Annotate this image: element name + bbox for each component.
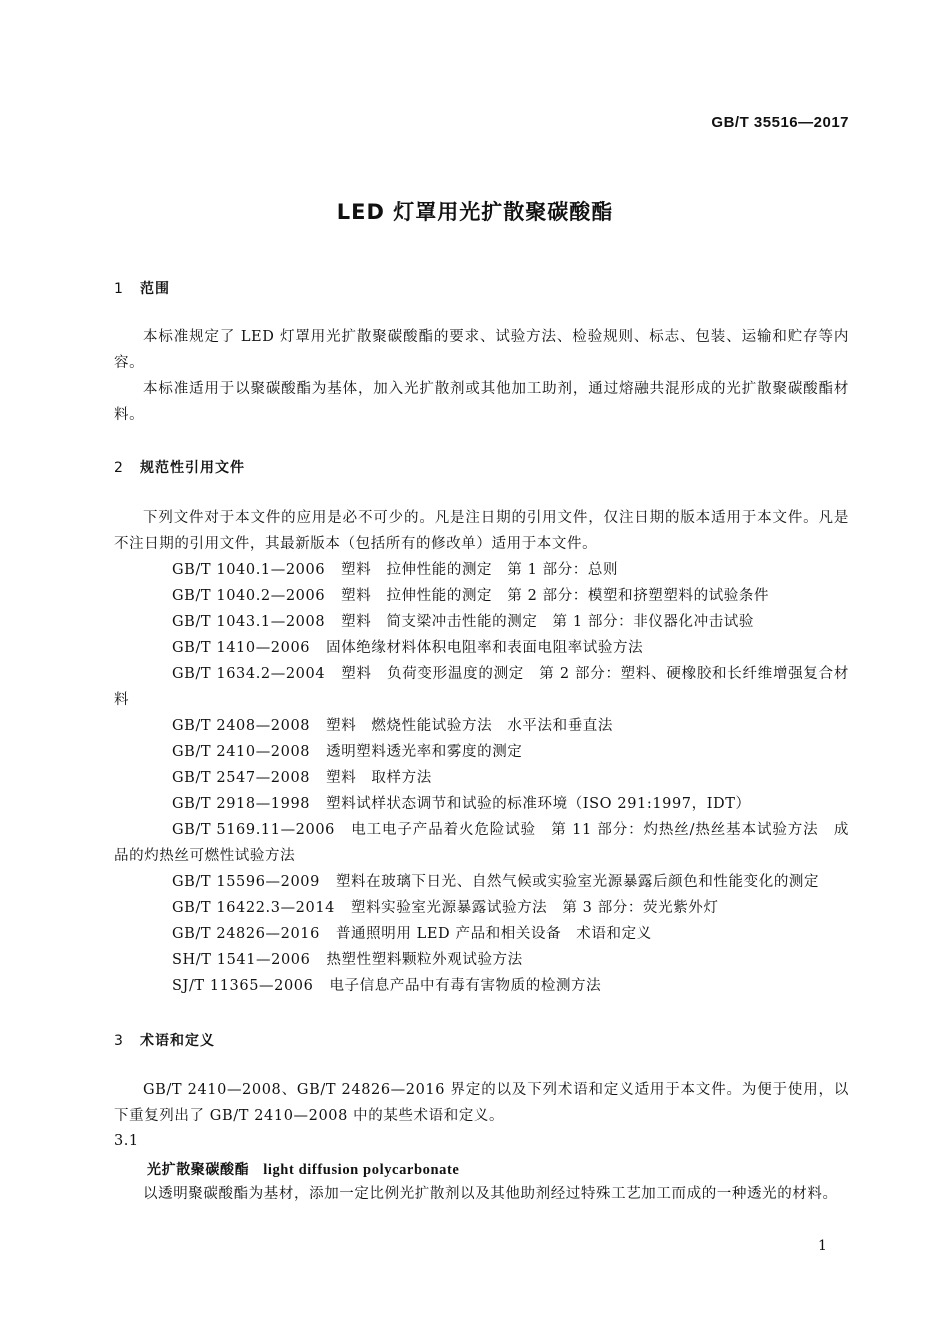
reference-title: 塑料在玻璃下日光、自然气候或实验室光源暴露后颜色和性能变化的测定 xyxy=(335,874,820,890)
reference-title: 透明塑料透光率和雾度的测定 xyxy=(326,744,523,760)
reference-code: GB/T 2410—2008 xyxy=(172,744,311,760)
reference-code: GB/T 1410—2006 xyxy=(172,640,311,656)
reference-item xyxy=(114,713,849,739)
section-title: 术语和定义 xyxy=(140,1033,215,1049)
reference-item xyxy=(114,869,849,895)
reference-item xyxy=(114,973,849,999)
page-number: 1 xyxy=(818,1238,827,1254)
section-number: 1 xyxy=(114,281,124,297)
reference-code: GB/T 16422.3—2014 xyxy=(172,900,335,916)
section-number: 3 xyxy=(114,1033,124,1049)
terms-intro: GB/T 2410—2008、GB/T 24826—2016 界定的以及下列术语和定义适用于本文件。为便于使用，以下重复列出了 GB/T 2410—2008 中的某些术语和定义。 xyxy=(114,1082,849,1124)
reference-title: 普通照明用 LED 产品和相关设备 术语和定义 xyxy=(335,926,652,942)
reference-item xyxy=(114,557,849,583)
reference-item xyxy=(114,895,849,921)
term-english: light diffusion polycarbonate xyxy=(263,1162,460,1178)
reference-code: SJ/T 11365—2006 xyxy=(172,978,314,994)
term-heading xyxy=(147,1159,459,1179)
reference-item xyxy=(114,635,849,661)
section-title: 范围 xyxy=(140,281,170,297)
reference-code: GB/T 1040.1—2006 xyxy=(172,562,326,578)
reference-title: 塑料 负荷变形温度的测定 第 2 部分：塑料、硬橡胶和长纤维增强复合材料 xyxy=(114,666,849,708)
scope-paragraph-2: 本标准适用于以聚碳酸酯为基体，加入光扩散剂或其他加工助剂，通过熔融共混形成的光扩散聚碳酸酯材料。 xyxy=(114,381,849,423)
section-heading-scope xyxy=(114,278,170,298)
reference-code: GB/T 2408—2008 xyxy=(172,718,311,734)
scope-paragraph-1: 本标准规定了 LED 灯罩用光扩散聚碳酸酯的要求、试验方法、检验规则、标志、包装、运输和贮存等内容。 xyxy=(114,329,849,371)
section-heading-normative-references xyxy=(114,457,245,477)
reference-item xyxy=(114,609,849,635)
reference-title: 塑料 拉伸性能的测定 第 2 部分：模塑和挤塑塑料的试验条件 xyxy=(341,588,770,604)
document-title: LED 灯罩用光扩散聚碳酸酯 xyxy=(336,200,614,224)
reference-item xyxy=(114,817,849,869)
references-intro: 下列文件对于本文件的应用是必不可少的。凡是注日期的引用文件，仅注日期的版本适用于本文件。凡是不注日期的引用文件，其最新版本（包括所有的修改单）适用于本文件。 xyxy=(114,510,849,552)
term-chinese: 光扩散聚碳酸酯 xyxy=(147,1162,250,1178)
reference-title: 固体绝缘材料体积电阻率和表面电阻率试验方法 xyxy=(326,640,644,656)
reference-code: GB/T 2918—1998 xyxy=(172,796,311,812)
reference-code: GB/T 1043.1—2008 xyxy=(172,614,326,630)
reference-code: GB/T 1040.2—2006 xyxy=(172,588,326,604)
reference-code: GB/T 1634.2—2004 xyxy=(172,666,326,682)
term-definition: 以透明聚碳酸酯为基材，添加一定比例光扩散剂以及其他助剂经过特殊工艺加工而成的一种透光的材料。 xyxy=(143,1186,838,1202)
reference-item xyxy=(114,921,849,947)
reference-code: GB/T 5169.11—2006 xyxy=(172,822,335,838)
reference-title: 热塑性塑料颗粒外观试验方法 xyxy=(326,952,523,968)
reference-title: 塑料 燃烧性能试验方法 水平法和垂直法 xyxy=(326,718,614,734)
reference-item xyxy=(114,739,849,765)
section-title: 规范性引用文件 xyxy=(140,460,245,476)
reference-item xyxy=(114,765,849,791)
reference-title: 电工电子产品着火危险试验 第 11 部分：灼热丝/热丝基本试验方法 成品的灼热丝可燃性试验方法 xyxy=(114,822,849,864)
section-number: 2 xyxy=(114,460,124,476)
reference-title: 塑料 简支梁冲击性能的测定 第 1 部分：非仪器化冲击试验 xyxy=(341,614,754,630)
reference-item xyxy=(114,791,849,817)
reference-title: 塑料试样状态调节和试验的标准环境（ISO 291:1997，IDT） xyxy=(326,796,751,812)
reference-code: GB/T 15596—2009 xyxy=(172,874,320,890)
reference-code: SH/T 1541—2006 xyxy=(172,952,311,968)
reference-title: 塑料 拉伸性能的测定 第 1 部分：总则 xyxy=(341,562,619,578)
section-heading-terms xyxy=(114,1030,215,1050)
reference-title: 塑料 取样方法 xyxy=(326,770,432,786)
reference-item xyxy=(114,947,849,973)
standard-code: GB/T 35516—2017 xyxy=(711,114,849,131)
reference-title: 电子信息产品中有毒有害物质的检测方法 xyxy=(329,978,602,994)
reference-title: 塑料实验室光源暴露试验方法 第 3 部分：荧光紫外灯 xyxy=(350,900,719,916)
reference-item xyxy=(114,661,849,713)
term-number: 3.1 xyxy=(114,1133,139,1149)
reference-code: GB/T 24826—2016 xyxy=(172,926,320,942)
reference-code: GB/T 2547—2008 xyxy=(172,770,311,786)
reference-item xyxy=(114,583,849,609)
